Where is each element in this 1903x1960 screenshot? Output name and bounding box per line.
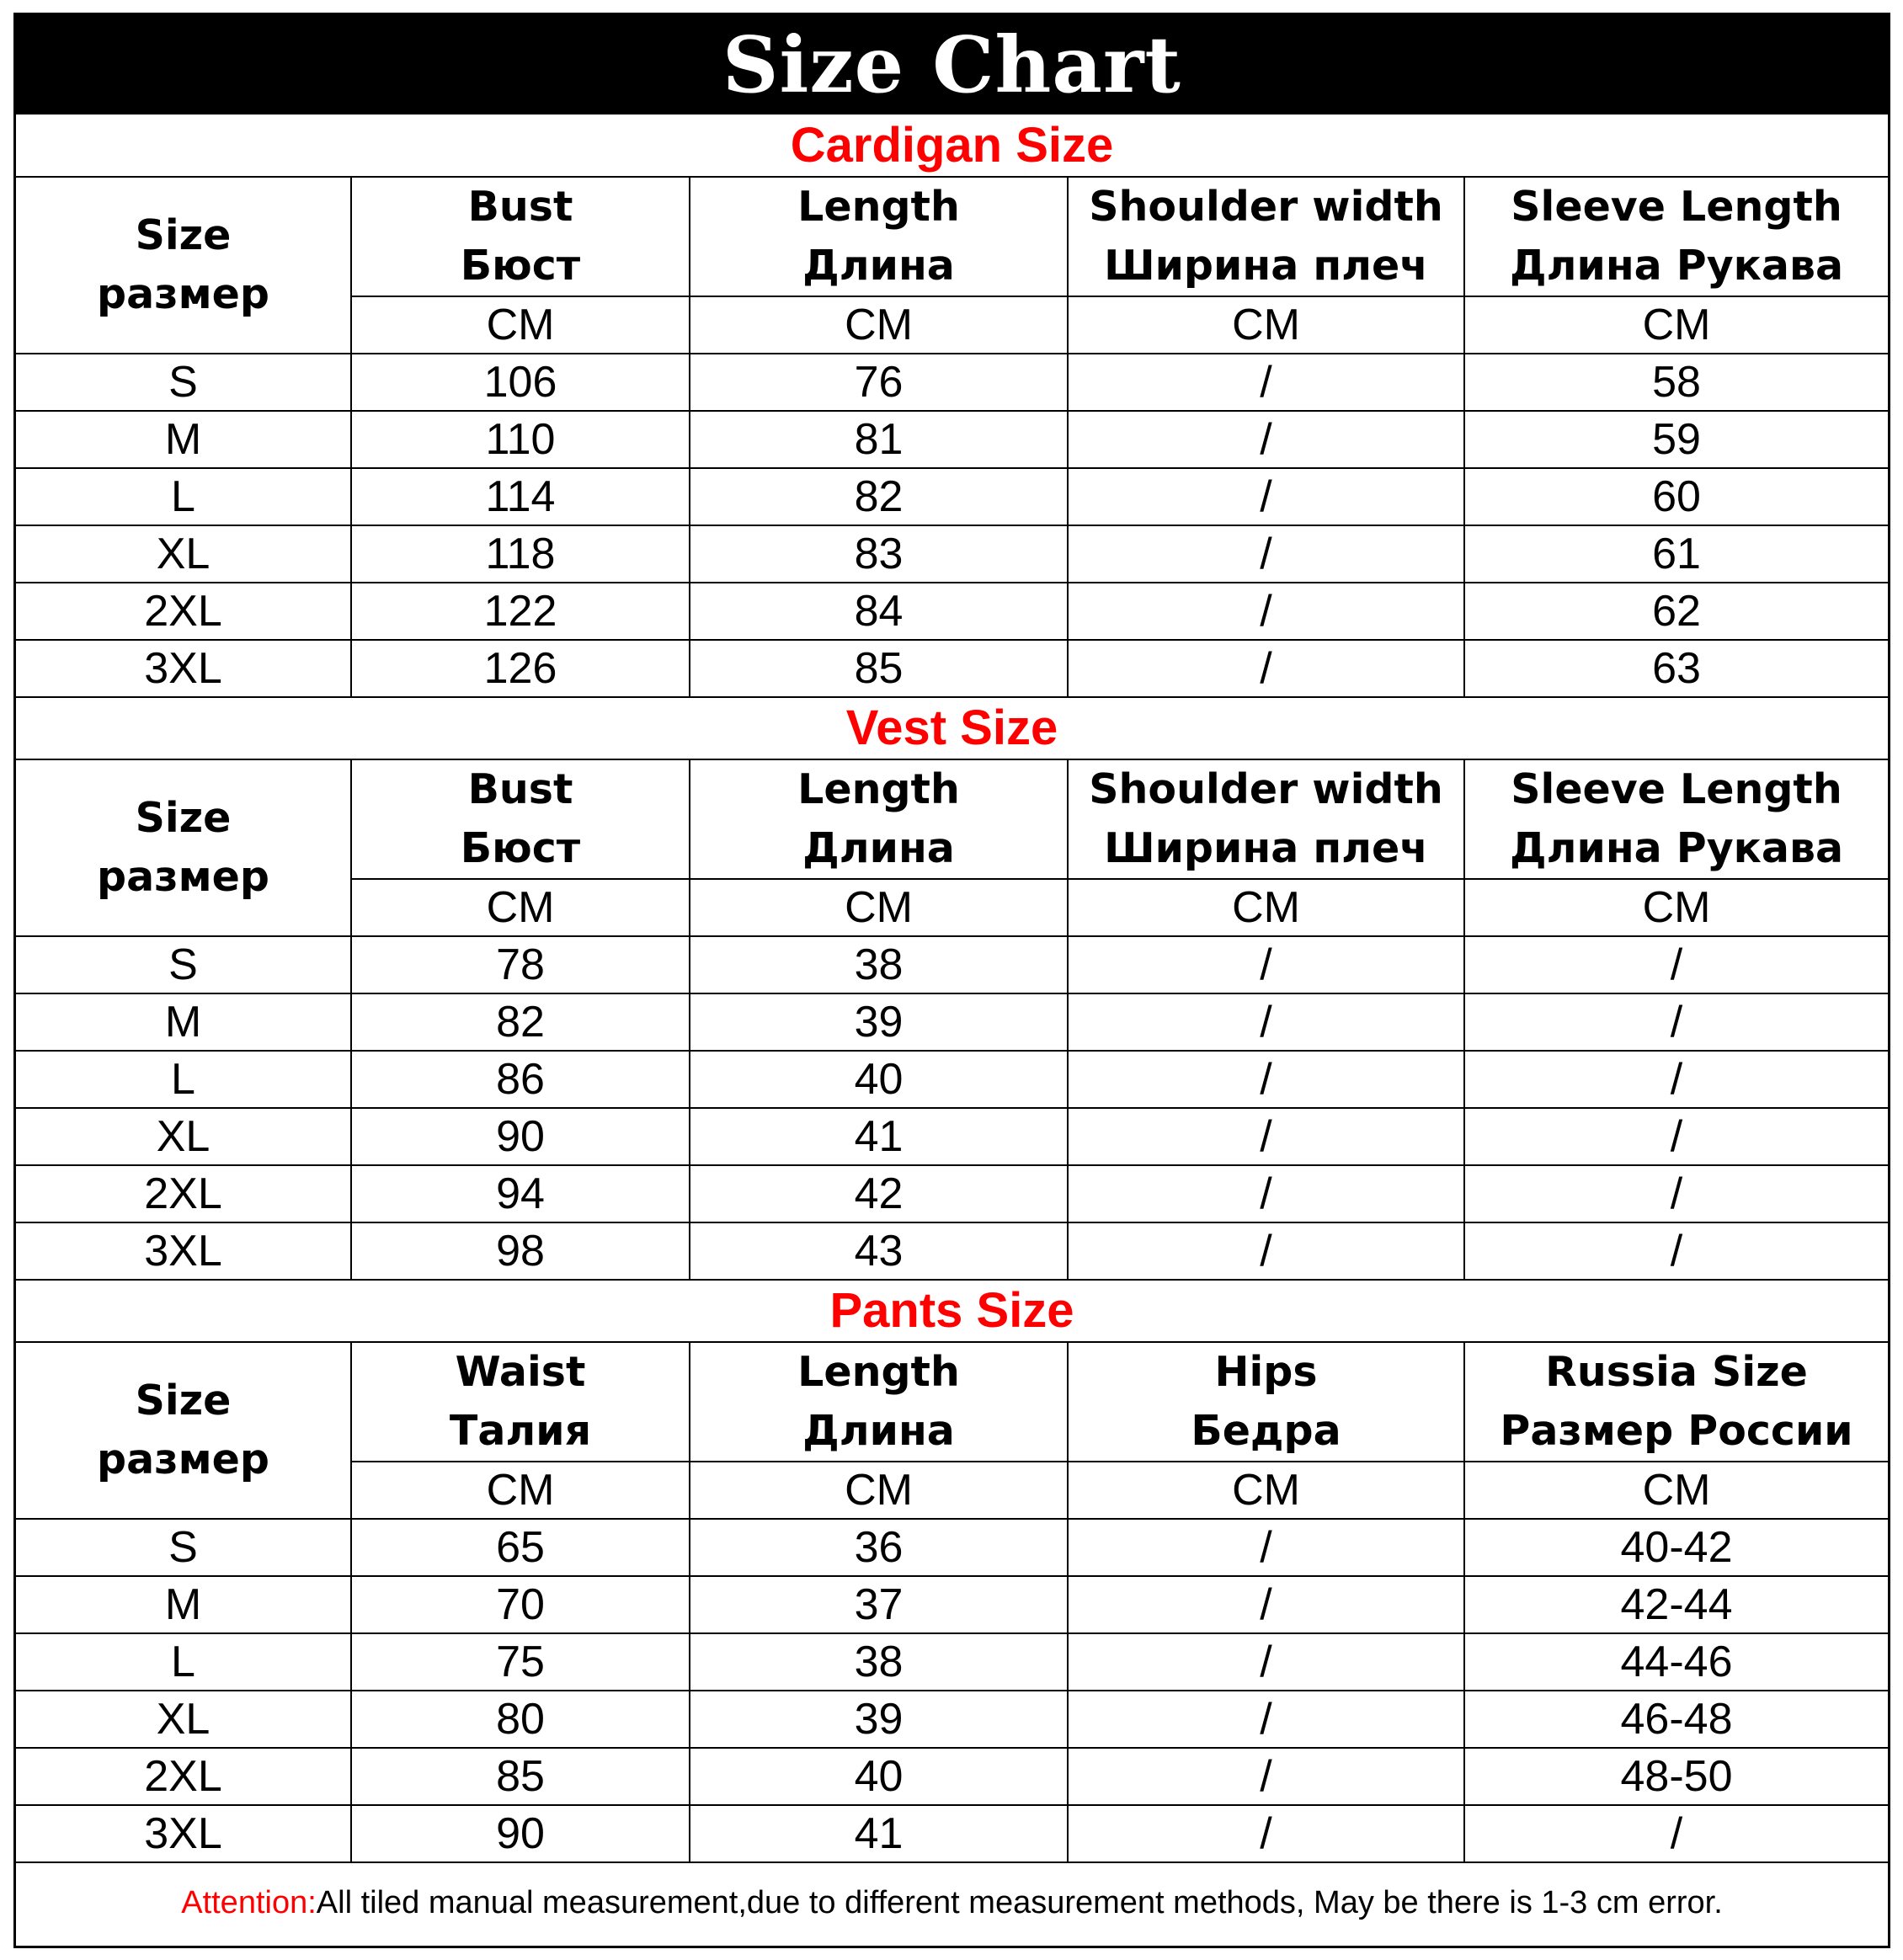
value-cell: 90 <box>351 1805 690 1862</box>
value-cell: 61 <box>1464 525 1888 583</box>
column-header <box>1464 177 1888 296</box>
column-header-ru: Бюст <box>460 242 581 290</box>
size-table <box>16 697 1888 1281</box>
value-cell: 85 <box>351 1748 690 1805</box>
size-cell: XL <box>16 1691 351 1748</box>
value-cell: / <box>1464 1222 1888 1280</box>
value-cell: / <box>1464 1805 1888 1862</box>
column-header-ru: Длина <box>802 824 955 872</box>
value-cell: / <box>1068 1576 1464 1633</box>
value-cell: / <box>1464 993 1888 1051</box>
size-table <box>16 1280 1888 1863</box>
value-cell: 42 <box>690 1165 1068 1222</box>
table-row <box>16 1633 1888 1691</box>
size-header-label: Size <box>135 1377 232 1425</box>
value-cell: / <box>1068 354 1464 411</box>
column-header-ru: Бедра <box>1191 1407 1341 1455</box>
value-cell: 38 <box>690 936 1068 993</box>
column-header-en: Bust <box>467 765 573 813</box>
size-column-header <box>16 759 351 936</box>
unit-cell: CM <box>1464 1462 1888 1519</box>
column-header <box>1464 1342 1888 1462</box>
column-header-ru: Ширина плеч <box>1104 242 1428 290</box>
value-cell: 44-46 <box>1464 1633 1888 1691</box>
column-header-en: Length <box>797 765 960 813</box>
column-header-ru: Ширина плеч <box>1104 824 1428 872</box>
size-cell: L <box>16 468 351 525</box>
size-table <box>16 115 1888 698</box>
value-cell: 114 <box>351 468 690 525</box>
section-title: Pants Size <box>16 1280 1888 1342</box>
value-cell: 75 <box>351 1633 690 1691</box>
table-row <box>16 993 1888 1051</box>
column-header-en: Length <box>797 1348 960 1396</box>
value-cell: 62 <box>1464 583 1888 640</box>
size-cell: M <box>16 993 351 1051</box>
size-cell: L <box>16 1633 351 1691</box>
value-cell: / <box>1068 1165 1464 1222</box>
column-header-ru: Длина Рукава <box>1509 242 1844 290</box>
column-header <box>1068 759 1464 879</box>
value-cell: 41 <box>690 1805 1068 1862</box>
size-cell: S <box>16 936 351 993</box>
size-cell: 3XL <box>16 640 351 697</box>
size-column-header <box>16 177 351 354</box>
value-cell: / <box>1464 936 1888 993</box>
value-cell: 80 <box>351 1691 690 1748</box>
value-cell: / <box>1068 525 1464 583</box>
value-cell: / <box>1068 1108 1464 1165</box>
table-row <box>16 640 1888 697</box>
table-row <box>16 936 1888 993</box>
value-cell: / <box>1068 1805 1464 1862</box>
value-cell: 82 <box>690 468 1068 525</box>
column-header-en: Shoulder width <box>1089 765 1443 813</box>
size-cell: 2XL <box>16 1748 351 1805</box>
value-cell: 70 <box>351 1576 690 1633</box>
value-cell: 122 <box>351 583 690 640</box>
value-cell: / <box>1068 640 1464 697</box>
table-row <box>16 1222 1888 1280</box>
size-cell: 3XL <box>16 1805 351 1862</box>
unit-cell: CM <box>690 296 1068 354</box>
header-row <box>16 759 1888 879</box>
column-header <box>351 177 690 296</box>
column-header-ru: Длина Рукава <box>1509 824 1844 872</box>
column-header-en: Waist <box>455 1348 586 1396</box>
size-chart <box>13 13 1890 1948</box>
value-cell: / <box>1068 1051 1464 1108</box>
unit-cell: CM <box>1068 296 1464 354</box>
table-row <box>16 583 1888 640</box>
column-header <box>351 759 690 879</box>
header-row <box>16 177 1888 296</box>
value-cell: 94 <box>351 1165 690 1222</box>
column-header <box>690 759 1068 879</box>
table-row <box>16 1165 1888 1222</box>
size-header-label: размер <box>97 853 269 901</box>
value-cell: 84 <box>690 583 1068 640</box>
section-title-row <box>16 697 1888 759</box>
table-row <box>16 354 1888 411</box>
value-cell: / <box>1068 1519 1464 1576</box>
value-cell: 83 <box>690 525 1068 583</box>
value-cell: / <box>1068 1691 1464 1748</box>
size-cell: 3XL <box>16 1222 351 1280</box>
value-cell: 37 <box>690 1576 1068 1633</box>
size-cell: 2XL <box>16 1165 351 1222</box>
table-row <box>16 1576 1888 1633</box>
column-header-en: Sleeve Length <box>1511 183 1842 231</box>
column-header <box>1464 759 1888 879</box>
unit-cell: CM <box>690 1462 1068 1519</box>
section-title-row <box>16 1280 1888 1342</box>
value-cell: 46-48 <box>1464 1691 1888 1748</box>
value-cell: 78 <box>351 936 690 993</box>
page-title: Size Chart <box>722 19 1181 110</box>
value-cell: 110 <box>351 411 690 468</box>
value-cell: 86 <box>351 1051 690 1108</box>
value-cell: / <box>1068 1748 1464 1805</box>
size-cell: 2XL <box>16 583 351 640</box>
unit-cell: CM <box>1464 879 1888 936</box>
column-header-en: Hips <box>1214 1348 1318 1396</box>
column-header-ru: Бюст <box>460 824 581 872</box>
value-cell: 59 <box>1464 411 1888 468</box>
header-row <box>16 1342 1888 1462</box>
value-cell: 41 <box>690 1108 1068 1165</box>
value-cell: / <box>1464 1165 1888 1222</box>
column-header-ru: Длина <box>802 1407 955 1455</box>
size-cell: L <box>16 1051 351 1108</box>
value-cell: / <box>1068 993 1464 1051</box>
unit-cell: CM <box>351 296 690 354</box>
value-cell: / <box>1068 411 1464 468</box>
column-header-en: Length <box>797 183 960 231</box>
size-column-header <box>16 1342 351 1519</box>
table-row <box>16 1108 1888 1165</box>
table-row <box>16 525 1888 583</box>
value-cell: 36 <box>690 1519 1068 1576</box>
unit-cell: CM <box>1068 1462 1464 1519</box>
value-cell: 48-50 <box>1464 1748 1888 1805</box>
title-bar <box>16 15 1888 115</box>
size-header-label: Size <box>135 794 232 842</box>
size-cell: M <box>16 411 351 468</box>
size-cell: XL <box>16 525 351 583</box>
size-cell: S <box>16 1519 351 1576</box>
section-title: Cardigan Size <box>16 115 1888 177</box>
value-cell: 118 <box>351 525 690 583</box>
unit-cell: CM <box>351 879 690 936</box>
size-header-label: размер <box>97 270 269 318</box>
attention-text: All tiled manual measurement,due to different measurement methods, May be there is 1-3 cm error. <box>316 1884 1723 1920</box>
value-cell: 76 <box>690 354 1068 411</box>
column-header-en: Bust <box>467 183 573 231</box>
unit-cell: CM <box>1464 296 1888 354</box>
section-title-row <box>16 115 1888 177</box>
value-cell: 43 <box>690 1222 1068 1280</box>
column-header <box>1068 1342 1464 1462</box>
value-cell: 58 <box>1464 354 1888 411</box>
value-cell: 38 <box>690 1633 1068 1691</box>
table-row <box>16 1691 1888 1748</box>
value-cell: 81 <box>690 411 1068 468</box>
table-row <box>16 1051 1888 1108</box>
table-row <box>16 1805 1888 1862</box>
column-header <box>351 1342 690 1462</box>
section-title: Vest Size <box>16 697 1888 759</box>
value-cell: 42-44 <box>1464 1576 1888 1633</box>
value-cell: 63 <box>1464 640 1888 697</box>
value-cell: 98 <box>351 1222 690 1280</box>
value-cell: / <box>1464 1051 1888 1108</box>
unit-cell: CM <box>351 1462 690 1519</box>
value-cell: 39 <box>690 1691 1068 1748</box>
column-header-ru: Талия <box>449 1407 592 1455</box>
value-cell: / <box>1068 583 1464 640</box>
column-header <box>1068 177 1464 296</box>
value-cell: 90 <box>351 1108 690 1165</box>
unit-cell: CM <box>690 879 1068 936</box>
value-cell: / <box>1068 936 1464 993</box>
table-row <box>16 411 1888 468</box>
size-cell: S <box>16 354 351 411</box>
column-header-en: Sleeve Length <box>1511 765 1842 813</box>
attention-label: Attention: <box>181 1884 317 1920</box>
column-header-ru: Длина <box>802 242 955 290</box>
value-cell: / <box>1068 1633 1464 1691</box>
column-header-ru: Размер России <box>1500 1407 1853 1455</box>
column-header-en: Shoulder width <box>1089 183 1443 231</box>
value-cell: / <box>1068 1222 1464 1280</box>
value-cell: 60 <box>1464 468 1888 525</box>
column-header <box>690 1342 1068 1462</box>
size-cell: XL <box>16 1108 351 1165</box>
size-header-label: размер <box>97 1435 269 1483</box>
value-cell: 40-42 <box>1464 1519 1888 1576</box>
value-cell: 85 <box>690 640 1068 697</box>
value-cell: / <box>1464 1108 1888 1165</box>
value-cell: 106 <box>351 354 690 411</box>
value-cell: / <box>1068 468 1464 525</box>
unit-cell: CM <box>1068 879 1464 936</box>
size-header-label: Size <box>135 211 232 259</box>
value-cell: 82 <box>351 993 690 1051</box>
value-cell: 40 <box>690 1051 1068 1108</box>
value-cell: 126 <box>351 640 690 697</box>
size-cell: M <box>16 1576 351 1633</box>
column-header-en: Russia Size <box>1545 1348 1808 1396</box>
table-row <box>16 1748 1888 1805</box>
table-row <box>16 1519 1888 1576</box>
footer-note <box>16 1860 1888 1946</box>
value-cell: 40 <box>690 1748 1068 1805</box>
table-row <box>16 468 1888 525</box>
value-cell: 65 <box>351 1519 690 1576</box>
column-header <box>690 177 1068 296</box>
value-cell: 39 <box>690 993 1068 1051</box>
